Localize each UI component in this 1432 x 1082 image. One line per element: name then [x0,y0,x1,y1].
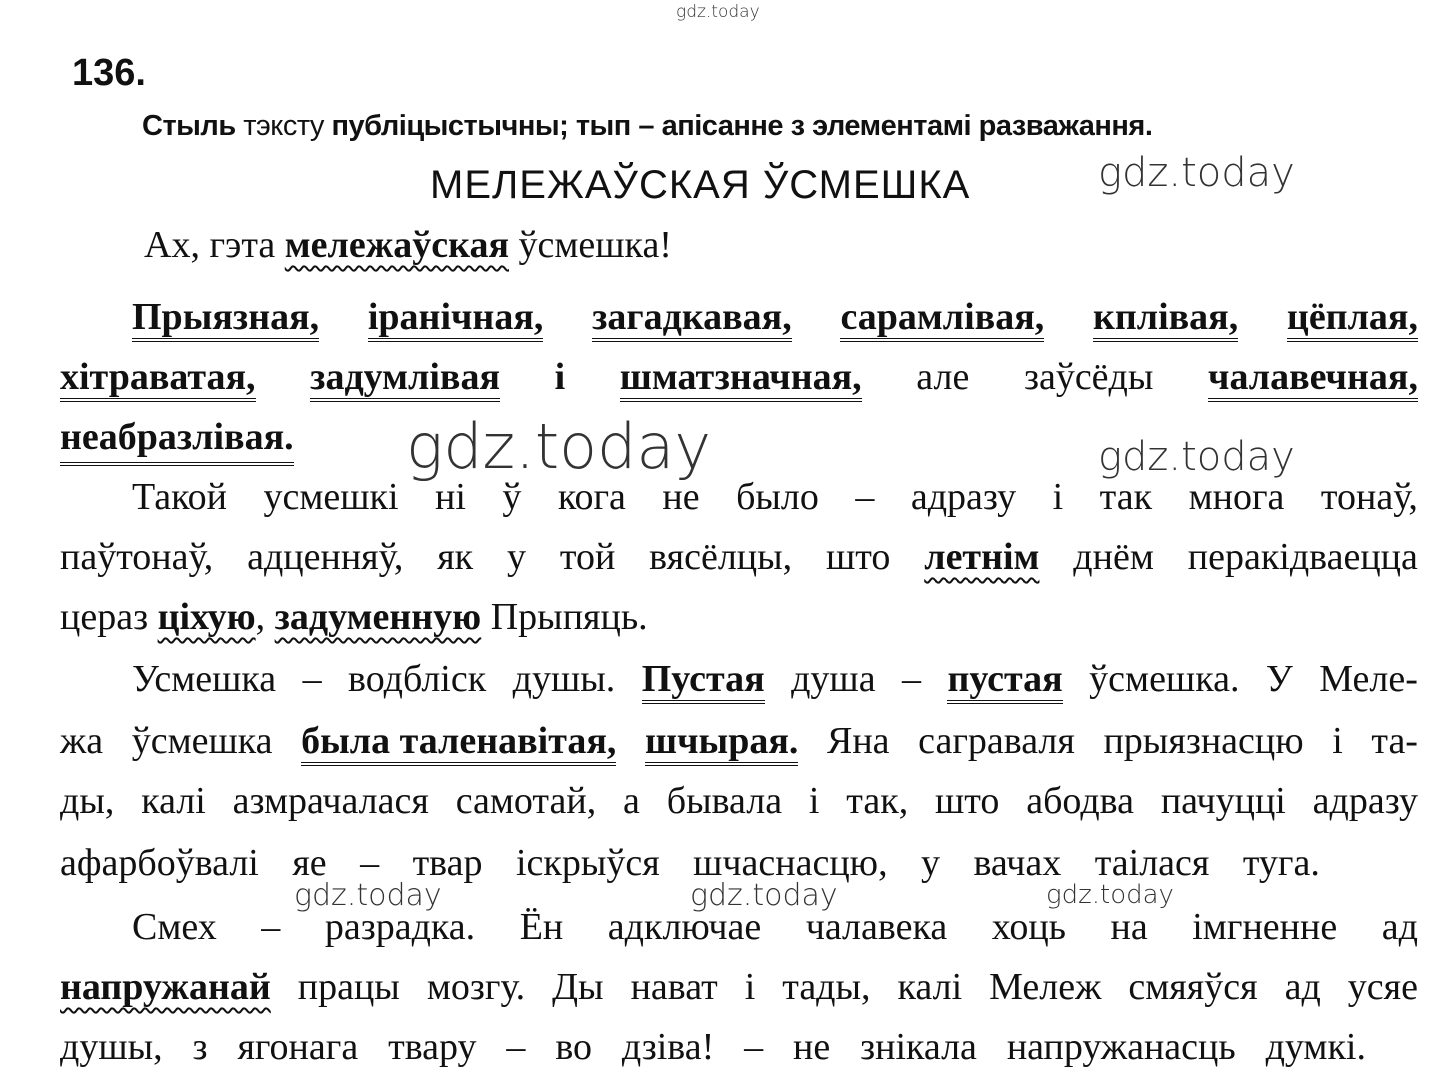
watermark: gdz.today [690,878,838,913]
word: не [793,1026,831,1068]
word: а [623,780,640,822]
text-style-description [142,110,1152,143]
word: – [302,658,322,700]
word: ад [1381,906,1418,948]
predicate-word: чалавечная, [1208,352,1418,402]
word: і [1332,720,1343,762]
predicate-word: сарамлівая, [840,292,1044,342]
word: абодва [1026,780,1134,822]
word: бывала [666,780,783,822]
text-line [60,838,1320,888]
word: што [826,536,891,578]
word: ўсмешка. [1089,658,1240,700]
word: напружанасць [1006,1026,1236,1068]
word: адразу [1312,780,1418,822]
word: душа [791,658,876,700]
word: – [261,906,281,948]
word: ягонага [237,1026,359,1068]
word: але [916,356,970,398]
attribute-word: задуменную [274,596,482,638]
word: У [1265,658,1293,700]
word: ўсмешка! [509,224,672,266]
word: душы. [512,658,616,700]
word: афарбоўвалі [60,842,259,884]
word: днём [1073,536,1154,578]
predicate-word: цёплая, [1287,292,1418,342]
word: прыязнасцю [1103,720,1304,762]
word: ўсмешка [131,720,273,762]
word: Ах, гэта [144,224,285,266]
word: адключае [607,906,762,948]
predicate-word: шчырая. [645,716,798,766]
word: Яна [826,720,890,762]
word: таілася [1094,842,1210,884]
word: на [1110,906,1148,948]
word: паўтонаў, [60,536,214,578]
word: Ды [552,966,604,1008]
word: – [360,842,380,884]
word: кога [557,476,626,518]
word: – [506,1026,526,1068]
word: думкі. [1265,1026,1366,1068]
word: дзіва! [621,1026,715,1068]
text-line [60,962,1418,1012]
word: ад [1284,966,1321,1008]
word: той [559,536,616,578]
text-line [60,412,1418,462]
text-line [60,352,1418,402]
predicate-word: пустая [947,654,1062,704]
word: Меле- [1319,658,1418,700]
predicate-word: неабразлівая. [60,412,294,466]
text-line [132,472,1418,522]
word: не [662,476,700,518]
word: было [736,476,819,518]
word: – [855,476,875,518]
word: усяе [1347,966,1418,1008]
style-type-text: публіцыстычны; тып – апісанне з элементамі разважання. [331,110,1153,142]
word: твару [388,1026,477,1068]
predicate-word: Прыязная, [132,292,319,342]
word: яе [292,842,327,884]
word: усмешкі [263,476,399,518]
word: так [1099,476,1153,518]
watermark: gdz.today [1098,150,1295,196]
word: з [192,1026,208,1068]
word: разрадка. [324,906,476,948]
watermark: gdz.today [676,2,760,22]
word: вясёлцы, [649,536,793,578]
word: Смех [132,906,217,948]
word: перакідваецца [1187,536,1418,578]
word: мозгу. [426,966,526,1008]
word: адразу [910,476,1017,518]
word: ў [502,476,522,518]
predicate-word: задумлівая [310,352,500,402]
predicate-word: хітраватая, [60,352,256,402]
watermark: gdz.today [1046,880,1174,910]
word: твар [412,842,483,884]
word: ні [435,476,466,518]
word: душы, [60,1026,163,1068]
word: тонаў, [1320,476,1418,518]
word: – [744,1026,764,1068]
text-title: МЕЛЕЖАЎСКАЯ ЎСМЕШКА [430,163,971,207]
word: так, [846,780,909,822]
text-line [60,532,1418,582]
text-line [60,776,1418,826]
text-line [132,654,1418,704]
attribute-word: летнім [924,536,1040,578]
word: туга. [1242,842,1320,884]
word: Ён [519,906,564,948]
predicate-word: Пустая [642,654,765,704]
word: імгненне [1192,906,1338,948]
word: во [555,1026,592,1068]
word: у [507,536,526,578]
word: і [808,780,820,822]
word: многа [1188,476,1285,518]
word: тады, [782,966,871,1008]
word: саграваля [918,720,1075,762]
word: та- [1371,720,1418,762]
word: шчаснасцю, [693,842,888,884]
word: і [744,966,756,1008]
watermark: gdz.today [406,410,712,483]
word: ды, [60,780,115,822]
word: іскрыўся [515,842,660,884]
word: адценняў, [247,536,404,578]
text-line [60,716,1418,766]
word: жа [60,720,104,762]
attribute-word: напружанай [60,966,271,1008]
attribute-word: ціхую [157,596,256,638]
word: знікала [860,1026,977,1068]
word: працы [297,966,400,1008]
word: што [935,780,1000,822]
word: як [437,536,474,578]
predicate-word: была таленавітая, [301,716,616,766]
word: калі [141,780,206,822]
word: цераз [60,596,158,638]
text-line [132,292,1418,342]
word: смяяўся [1128,966,1258,1008]
word: заўсёды [1023,356,1154,398]
word: самотай, [455,780,597,822]
word: Прыпяць. [481,596,648,638]
word: Такой [132,476,227,518]
text-line [60,1022,1366,1072]
word: чалавека [805,906,948,948]
word: Усмешка [132,658,277,700]
word: Мележ [989,966,1102,1008]
style-word: Стыль [142,110,236,142]
exercise-number: 136. [72,52,146,94]
predicate-word: шматзначная, [620,352,862,402]
word: – [902,658,921,700]
text-line [144,220,1432,270]
word: пачуцці [1160,780,1286,822]
word: водбліск [348,658,487,700]
style-text: тэксту [235,110,332,142]
word: і [554,356,566,398]
word: , [255,596,275,638]
word: у [921,842,941,884]
word: калі [897,966,963,1008]
watermark: gdz.today [294,878,442,913]
word: і [1052,476,1064,518]
word: хоць [991,906,1066,948]
word: азмрачалася [232,780,429,822]
word: нават [630,966,718,1008]
predicate-word: загадкавая, [592,292,792,342]
word: вачах [973,842,1062,884]
predicate-word: кплівая, [1093,292,1238,342]
text-line [60,592,1418,642]
text-line [132,902,1418,952]
attribute-word: мележаўская [284,224,510,266]
predicate-word: іранічная, [368,292,544,342]
watermark: gdz.today [1098,434,1295,480]
